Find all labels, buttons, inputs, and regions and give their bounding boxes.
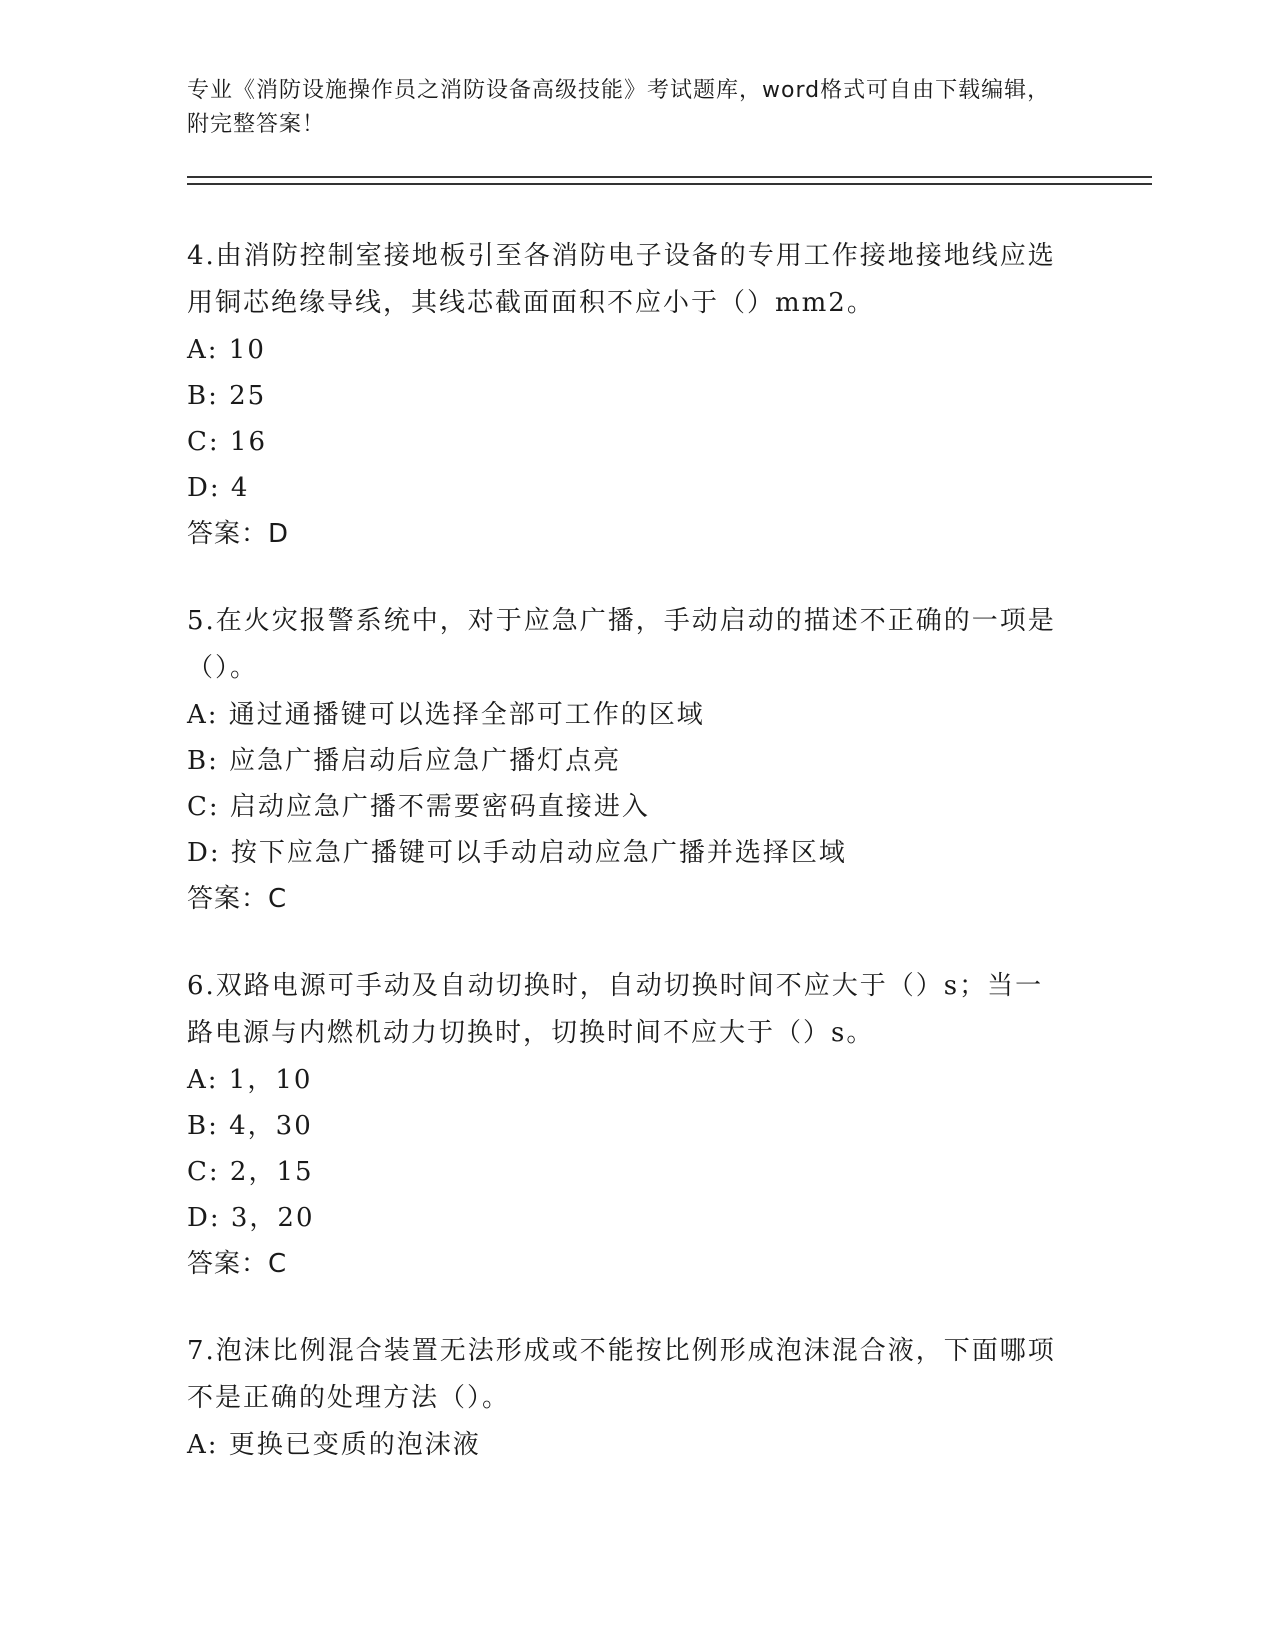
document-header: 专业《消防设施操作员之消防设备高级技能》考试题库，word格式可自由下载编辑，附完整答案！ <box>187 78 1051 137</box>
option-b: B: 4，30 <box>187 1111 313 1141</box>
header-rule-top <box>187 176 1152 178</box>
answer: 答案：D <box>187 519 290 549</box>
option-d: D: 3，20 <box>187 1203 315 1233</box>
question-stem: 7.泡沫比例混合装置无法形成或不能按比例形成泡沫混合液，下面哪项不是正确的处理方法（）。 <box>187 1336 1056 1413</box>
option-a: A: 通过通播键可以选择全部可工作的区域 <box>187 700 705 730</box>
option-d: D: 4 <box>187 473 250 503</box>
option-a: A: 1，10 <box>187 1065 313 1095</box>
question-stem: 5.在火灾报警系统中，对于应急广播，手动启动的描述不正确的一项是（）。 <box>187 606 1056 683</box>
question-stem: 4.由消防控制室接地板引至各消防电子设备的专用工作接地接地线应选用铜芯绝缘导线，其线芯截面面积不应小于（）mm2。 <box>187 241 1056 318</box>
question-4 <box>187 233 1067 557</box>
option-c: C: 启动应急广播不需要密码直接进入 <box>187 792 650 822</box>
option-b: B: 应急广播启动后应急广播灯点亮 <box>187 746 622 776</box>
header-rule-bottom <box>187 183 1152 185</box>
question-6 <box>187 963 1067 1287</box>
question-7 <box>187 1328 1067 1468</box>
option-a: A: 更换已变质的泡沫液 <box>187 1430 481 1460</box>
option-d: D: 按下应急广播键可以手动启动应急广播并选择区域 <box>187 838 847 868</box>
option-b: B: 25 <box>187 381 267 411</box>
option-c: C: 2，15 <box>187 1157 314 1187</box>
option-a: A: 10 <box>187 335 266 365</box>
answer: 答案：C <box>187 884 288 914</box>
answer: 答案：C <box>187 1249 288 1279</box>
question-5 <box>187 598 1067 922</box>
question-stem: 6.双路电源可手动及自动切换时，自动切换时间不应大于（）s；当一路电源与内燃机动力切换时，切换时间不应大于（）s。 <box>187 971 1044 1048</box>
option-c: C: 16 <box>187 427 268 457</box>
